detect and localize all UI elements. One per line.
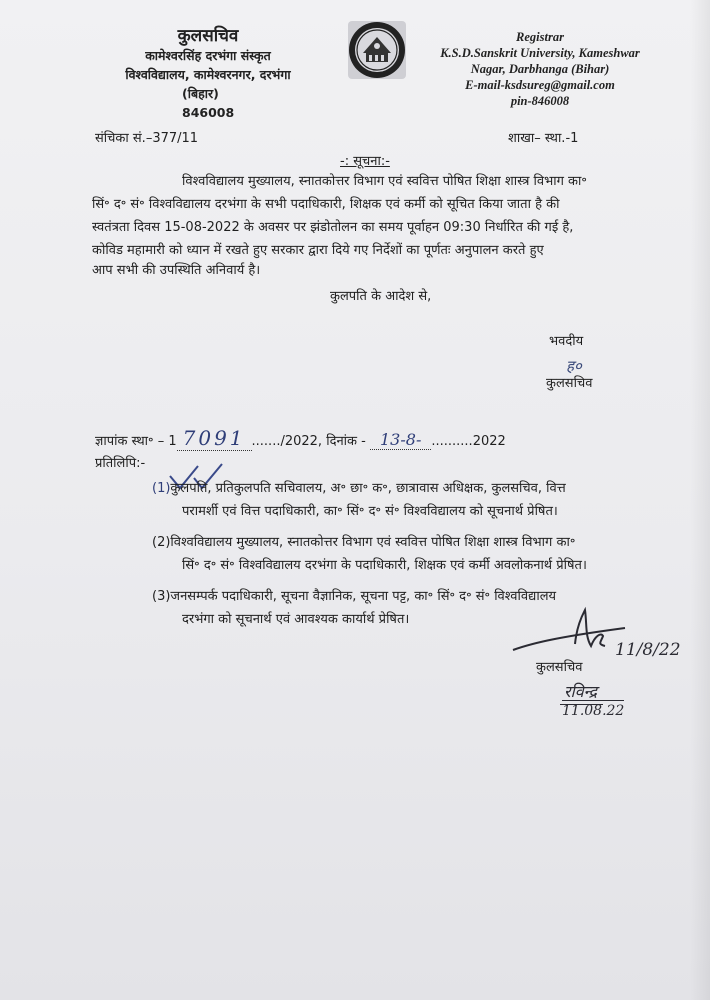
copy-label: प्रतिलिपि:-	[95, 456, 146, 471]
copy-number: (2)	[152, 535, 171, 550]
file-number: संचिका सं.–377/11	[95, 131, 199, 146]
header-english	[420, 29, 660, 109]
notice-heading: -: सूचना:-	[340, 154, 390, 169]
receiver-date: 11.08.22	[562, 700, 624, 719]
university-seal-icon	[346, 19, 408, 81]
notice-line: सिं॰ द॰ सं॰ विश्वविद्यालय दरभंगा के सभी पदाधिकारी, शिक्षक एवं कर्मी को सूचित किया जाता है की	[92, 197, 560, 212]
notice-line: स्वतंत्रता दिवस 15-08-2022 के अवसर पर झंडोतोलन का समय पूर्वाहन 09:30 निर्धारित की गई है,	[92, 220, 574, 235]
signature-date: 11/8/22	[615, 640, 681, 660]
order-line: कुलपति के आदेश से,	[330, 289, 432, 304]
copy-line: दरभंगा को सूचनार्थ एवं आवश्यक कार्यार्थ प्रेषित।	[182, 612, 410, 627]
header-en-email: E-mail-ksdsureg@gmail.com	[465, 78, 615, 92]
receiver-name: रविन्द्र	[560, 680, 603, 705]
copy-line: सिं॰ द॰ सं॰ विश्वविद्यालय दरभंगा के पदाधिकारी, शिक्षक एवं कर्मी अवलोकनार्थ प्रेषित।	[182, 558, 587, 573]
header-hi-pin: 846008	[182, 105, 235, 120]
notice-line: विश्वविद्यालय मुख्यालय, स्नातकोत्तर विभाग एवं स्ववित्त पोषित शिक्षा शास्त्र विभाग का॰	[182, 174, 587, 189]
regards: भवदीय	[549, 334, 584, 349]
memo-label: ज्ञापांक स्था॰ – 1	[95, 434, 177, 449]
notice-body	[92, 170, 672, 282]
copy-line: जनसम्पर्क पदाधिकारी, सूचना वैज्ञानिक, सूचना पट्ट, का॰ सिं॰ द॰ सं॰ विश्वविद्यालय	[170, 589, 557, 604]
copy-number: (1)	[152, 481, 171, 496]
memo-date: 13-8-	[370, 430, 431, 450]
header-en-line1: K.S.D.Sanskrit University, Kameshwar	[440, 46, 640, 60]
header-hi-line3: (बिहार)	[182, 86, 219, 101]
header-hindi	[92, 27, 324, 122]
copy-item	[152, 477, 682, 523]
header-en-pin: pin-846008	[510, 94, 570, 108]
notice-line: आप सभी की उपस्थिति अनिवार्य है।	[92, 263, 261, 278]
copy-line: विश्वविद्यालय मुख्यालय, स्नातकोत्तर विभाग एवं स्ववित्त पोषित शिक्षा शास्त्र विभाग का॰	[170, 535, 576, 550]
header-en-title: Registrar	[516, 30, 564, 44]
memo-year-label: /2022, दिनांक -	[280, 434, 366, 449]
copy-line: परामर्शी एवं वित्त पदाधिकारी, का॰ सिं॰ द॰ सं॰ विश्वविद्यालय को सूचनार्थ प्रेषित।	[182, 504, 558, 519]
header-hi-title: कुलसचिव	[177, 26, 239, 46]
copy-item	[152, 531, 682, 577]
memo-date-year: 2022	[472, 434, 506, 449]
memo-number: 7091	[177, 426, 252, 451]
header-hi-line2: विश्वविद्यालय, कामेश्वरनगर, दरभंगा	[125, 67, 291, 82]
initials-scribble: ह०	[566, 357, 582, 375]
footer-signoff: कुलसचिव	[536, 660, 583, 675]
copy-number: (3)	[152, 589, 171, 604]
notice-line: कोविड महामारी को ध्यान में रखते हुए सरकार द्वारा दिये गए निर्देशों का पूर्णतः अनुपालन करते हुए	[92, 243, 544, 258]
header-hi-line1: कामेश्वरसिंह दरभंगा संस्कृत	[145, 48, 271, 63]
memo-line: ज्ञापांक स्था॰ – 1 7091 ......./2022, दिनांक - 13-8- ..........2022	[95, 426, 506, 450]
copy-line: कुलपति, प्रतिकुलपति सचिवालय, अ॰ छा॰ क॰, छात्रावास अधिक्षक, कुलसचिव, वित्त	[170, 481, 566, 496]
page-edge-shadow	[690, 0, 710, 1000]
header-en-line2: Nagar, Darbhanga (Bihar)	[470, 62, 610, 76]
signoff-title: कुलसचिव	[546, 376, 593, 391]
section-label: शाखा– स्था.-1	[508, 131, 579, 146]
